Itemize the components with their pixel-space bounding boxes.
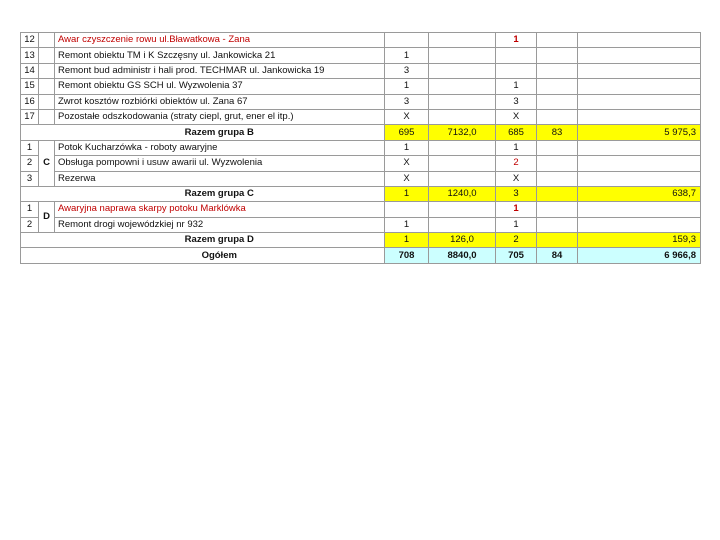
cell-c1: 3 — [385, 94, 429, 109]
cell-c4 — [537, 79, 578, 94]
cell-c3: 1 — [496, 217, 537, 232]
cell-c1: 1 — [385, 79, 429, 94]
cell-c1: 3 — [385, 63, 429, 78]
cell-c3: 1 — [496, 79, 537, 94]
group-cell — [39, 48, 55, 63]
sum-c2: 7132,0 — [429, 125, 496, 140]
sum-c2: 126,0 — [429, 233, 496, 248]
cell-c4 — [537, 171, 578, 186]
cell-c3 — [496, 63, 537, 78]
total-label: Ogółem — [55, 248, 385, 263]
row-name: Rezerwa — [55, 171, 385, 186]
blank-cell — [21, 233, 55, 248]
summary-row-b — [21, 125, 701, 140]
cell-c5 — [578, 202, 701, 217]
cell-c2 — [429, 156, 496, 171]
cell-c4 — [537, 156, 578, 171]
cell-c1: 1 — [385, 48, 429, 63]
cell-c2 — [429, 79, 496, 94]
cell-c3: X — [496, 109, 537, 124]
group-cell — [39, 109, 55, 124]
cell-c5 — [578, 63, 701, 78]
cell-c1 — [385, 202, 429, 217]
row-number: 2 — [21, 217, 39, 232]
sum-c1: 1 — [385, 186, 429, 201]
group-cell — [39, 63, 55, 78]
cell-c4 — [537, 94, 578, 109]
cell-c4 — [537, 63, 578, 78]
row-number: 14 — [21, 63, 39, 78]
cell-c5 — [578, 217, 701, 232]
sum-c3: 3 — [496, 186, 537, 201]
group-cell — [39, 79, 55, 94]
row-number: 17 — [21, 109, 39, 124]
cell-c4 — [537, 33, 578, 48]
summary-label: Razem grupa C — [55, 186, 385, 201]
sum-c4 — [537, 233, 578, 248]
row-name: Remont obiektu TM i K Szczęsny ul. Jankowicka 21 — [55, 48, 385, 63]
cell-c2 — [429, 63, 496, 78]
table-row — [21, 33, 701, 48]
table-row — [21, 202, 701, 217]
sum-c5: 5 975,3 — [578, 125, 701, 140]
cell-c2 — [429, 33, 496, 48]
row-name: Zwrot kosztów rozbiórki obiektów ul. Zana 67 — [55, 94, 385, 109]
row-name: Potok Kucharzówka - roboty awaryjne — [55, 140, 385, 155]
cell-c2 — [429, 48, 496, 63]
blank-cell — [21, 186, 55, 201]
table-row — [21, 94, 701, 109]
cell-c1: X — [385, 156, 429, 171]
cell-c3 — [496, 48, 537, 63]
cell-c3: 1 — [496, 140, 537, 155]
summary-row-d — [21, 233, 701, 248]
sum-c4: 83 — [537, 125, 578, 140]
blank-cell — [21, 125, 55, 140]
cell-c5 — [578, 140, 701, 155]
cell-c4 — [537, 48, 578, 63]
table-row — [21, 140, 701, 155]
row-name: Remont bud administr i hali prod. TECHMAR ul. Jankowicka 19 — [55, 63, 385, 78]
cell-c2 — [429, 217, 496, 232]
total-c4: 84 — [537, 248, 578, 263]
group-cell — [39, 33, 55, 48]
total-c1: 708 — [385, 248, 429, 263]
row-number: 15 — [21, 79, 39, 94]
total-row — [21, 248, 701, 263]
row-name: Awaryjna naprawa skarpy potoku Marklówka — [55, 202, 385, 217]
cell-c1: 1 — [385, 140, 429, 155]
summary-row-c — [21, 186, 701, 201]
spreadsheet — [20, 32, 700, 264]
cell-c5 — [578, 79, 701, 94]
row-name: Remont obiektu GS SCH ul. Wyzwolenia 37 — [55, 79, 385, 94]
cell-c4 — [537, 202, 578, 217]
row-number: 3 — [21, 171, 39, 186]
group-label: D — [39, 202, 55, 233]
blank-cell — [21, 248, 55, 263]
row-number: 1 — [21, 140, 39, 155]
row-name: Remont drogi wojewódzkiej nr 932 — [55, 217, 385, 232]
group-label: C — [39, 140, 55, 186]
cell-c1: X — [385, 109, 429, 124]
total-c2: 8840,0 — [429, 248, 496, 263]
sum-c4 — [537, 186, 578, 201]
sum-c3: 2 — [496, 233, 537, 248]
cell-c2 — [429, 202, 496, 217]
row-number: 16 — [21, 94, 39, 109]
cell-c4 — [537, 109, 578, 124]
cell-c3: 1 — [496, 33, 537, 48]
total-c5: 6 966,8 — [578, 248, 701, 263]
cell-c5 — [578, 171, 701, 186]
row-number: 13 — [21, 48, 39, 63]
summary-label: Razem grupa D — [55, 233, 385, 248]
sum-c3: 685 — [496, 125, 537, 140]
cell-c2 — [429, 109, 496, 124]
sum-c1: 695 — [385, 125, 429, 140]
row-name: Pozostałe odszkodowania (straty ciepl, grut, ener el itp.) — [55, 109, 385, 124]
cell-c2 — [429, 94, 496, 109]
row-number: 12 — [21, 33, 39, 48]
cell-c5 — [578, 109, 701, 124]
row-name: Awar czyszczenie rowu ul.Bławatkowa - Zana — [55, 33, 385, 48]
table-row — [21, 63, 701, 78]
data-table — [20, 32, 701, 264]
group-cell — [39, 94, 55, 109]
cell-c1: X — [385, 171, 429, 186]
row-number: 1 — [21, 202, 39, 217]
sum-c2: 1240,0 — [429, 186, 496, 201]
cell-c3: 2 — [496, 156, 537, 171]
table-row — [21, 171, 701, 186]
cell-c5 — [578, 33, 701, 48]
summary-label: Razem grupa B — [55, 125, 385, 140]
row-name: Obsługa pompowni i usuw awarii ul. Wyzwolenia — [55, 156, 385, 171]
cell-c5 — [578, 94, 701, 109]
cell-c3: X — [496, 171, 537, 186]
cell-c2 — [429, 140, 496, 155]
table-row — [21, 217, 701, 232]
sum-c5: 159,3 — [578, 233, 701, 248]
table-row — [21, 156, 701, 171]
cell-c5 — [578, 48, 701, 63]
sum-c5: 638,7 — [578, 186, 701, 201]
sum-c1: 1 — [385, 233, 429, 248]
cell-c4 — [537, 217, 578, 232]
table-row — [21, 48, 701, 63]
cell-c2 — [429, 171, 496, 186]
cell-c1 — [385, 33, 429, 48]
total-c3: 705 — [496, 248, 537, 263]
cell-c3: 1 — [496, 202, 537, 217]
row-number: 2 — [21, 156, 39, 171]
cell-c4 — [537, 140, 578, 155]
cell-c5 — [578, 156, 701, 171]
table-row — [21, 109, 701, 124]
table-row — [21, 79, 701, 94]
cell-c3: 3 — [496, 94, 537, 109]
cell-c1: 1 — [385, 217, 429, 232]
